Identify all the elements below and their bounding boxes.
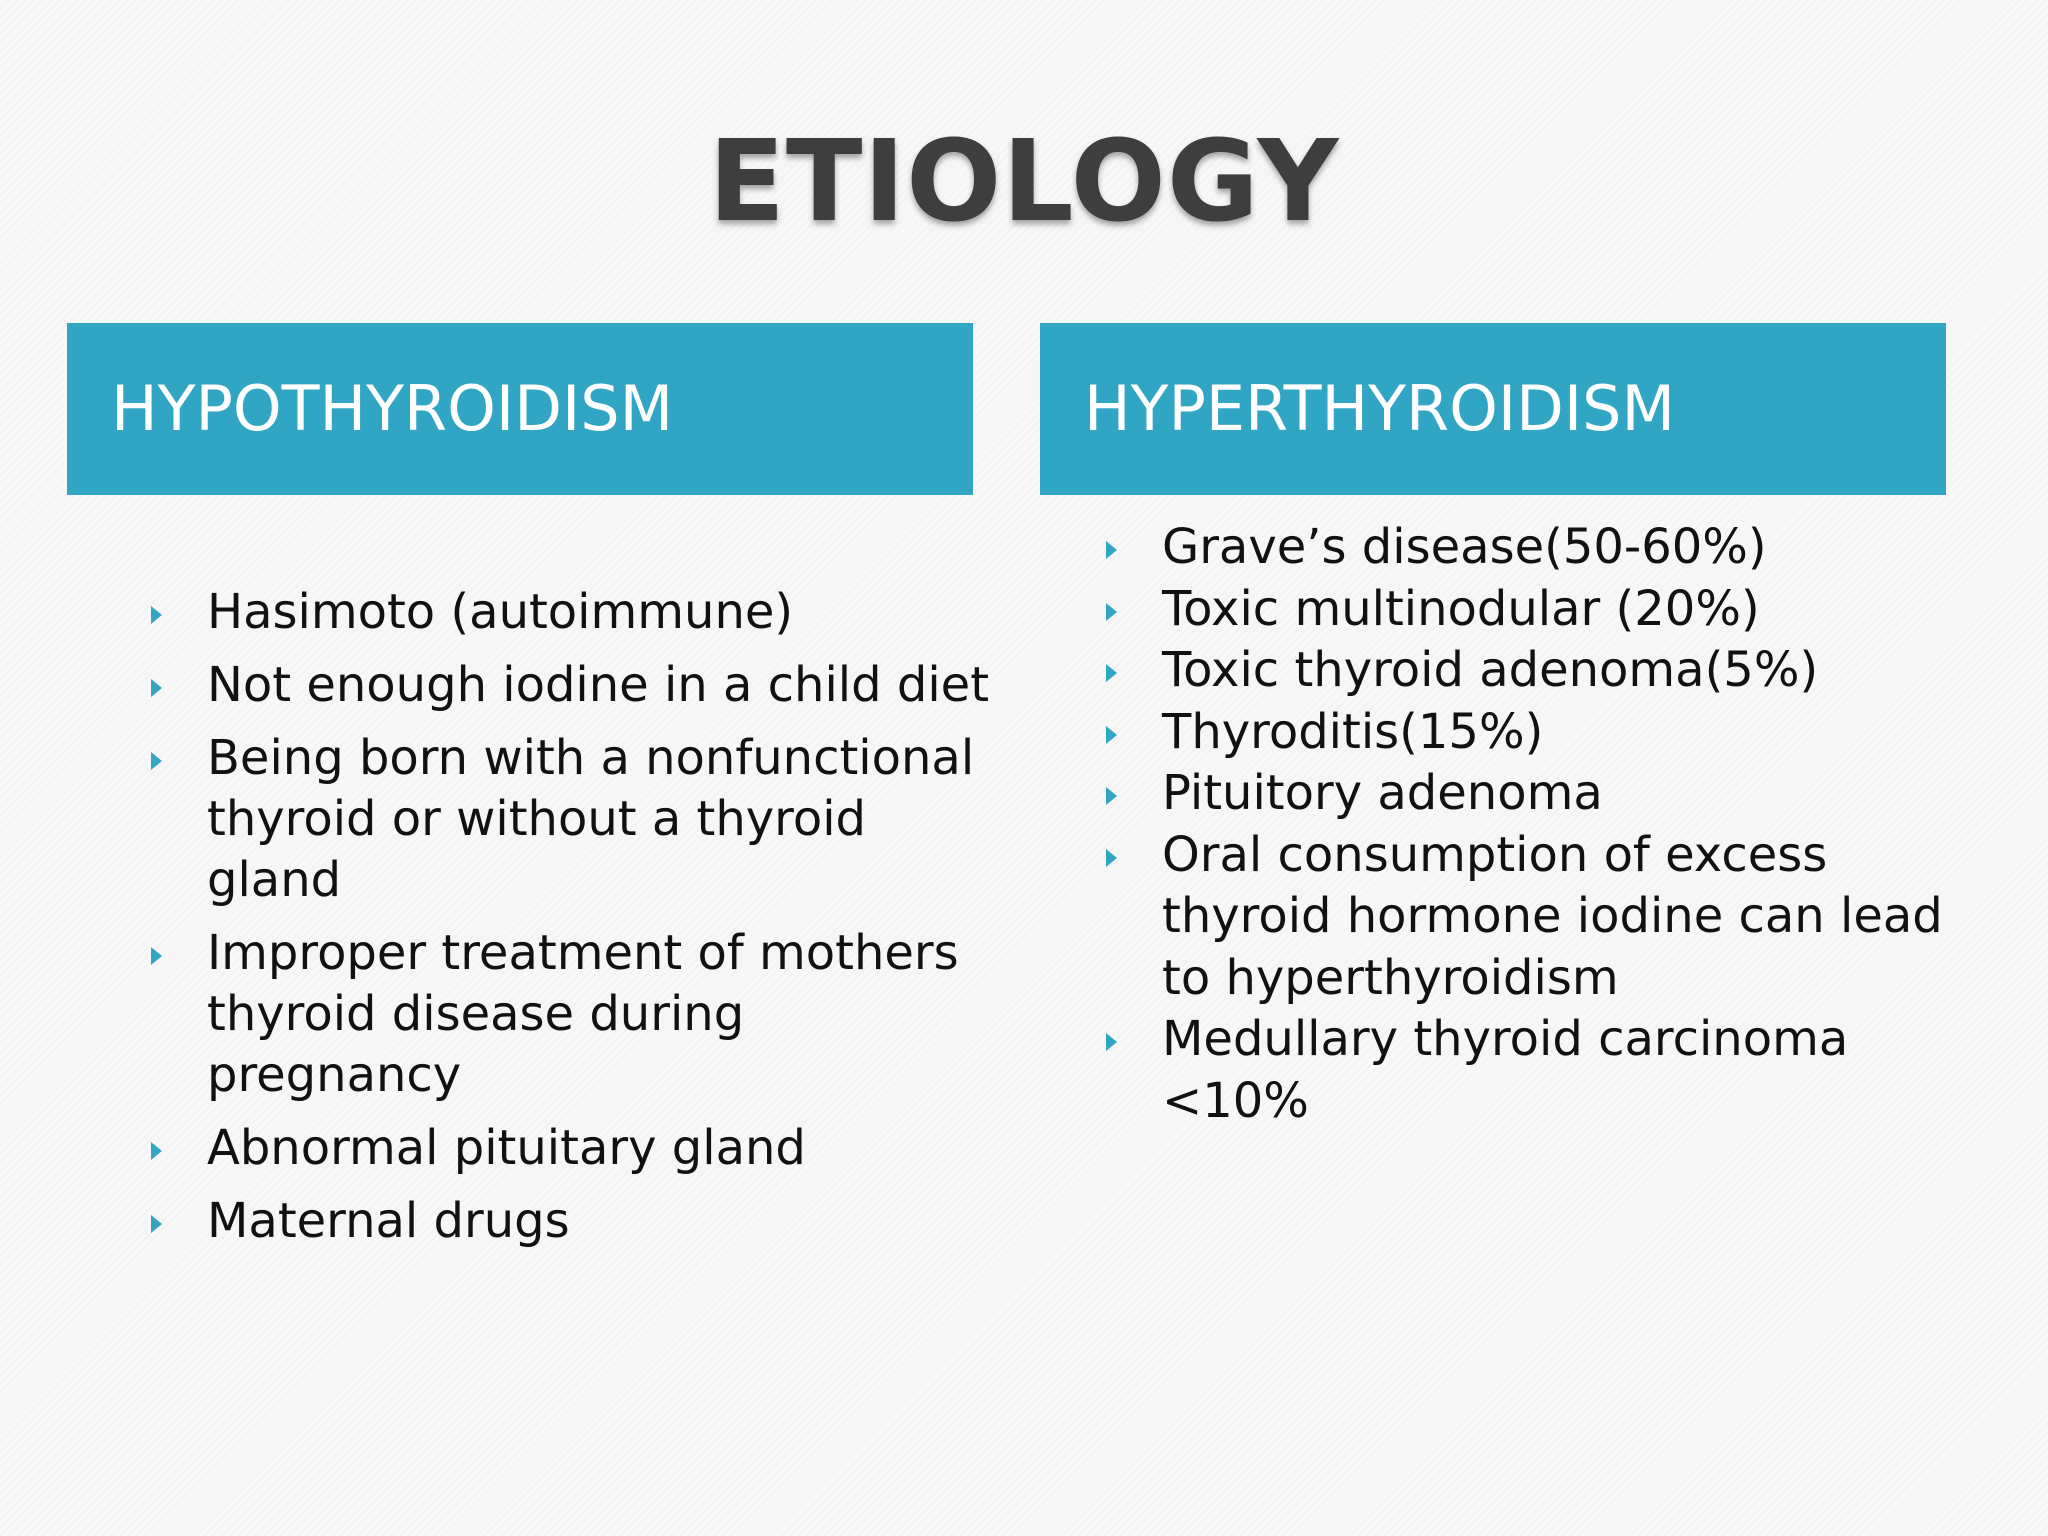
- list-item-text: Maternal drugs: [207, 1193, 570, 1249]
- triangle-right-icon: [1106, 787, 1117, 805]
- list-item-text: Toxic multinodular (20%): [1162, 580, 1760, 637]
- triangle-right-icon: [1106, 664, 1117, 682]
- triangle-right-icon: [151, 1215, 162, 1233]
- triangle-right-icon: [1106, 849, 1117, 867]
- list-item-text: Abnormal pituitary gland: [207, 1120, 806, 1176]
- hypothyroidism-header-label: HYPOTHYROIDISM: [111, 372, 674, 445]
- hypothyroidism-cause-list: [145, 582, 1005, 1264]
- slide-title: ETIOLOGY: [708, 117, 1340, 247]
- triangle-right-icon: [151, 606, 162, 624]
- hypothyroidism-header: [67, 323, 973, 495]
- list-item: [145, 582, 1005, 643]
- triangle-right-icon: [151, 1142, 162, 1160]
- list-item-text: Oral consumption of excess thyroid hormone iodine can lead to hyperthyroidism: [1162, 826, 1943, 1006]
- list-item-text: Hasimoto (autoimmune): [207, 584, 794, 640]
- list-item-text: Grave’s disease(50-60%): [1162, 519, 1767, 575]
- hyperthyroidism-header-label: HYPERTHYROIDISM: [1084, 372, 1676, 445]
- list-item-text: Thyroditis(15%): [1162, 703, 1544, 760]
- triangle-right-icon: [1106, 726, 1117, 744]
- triangle-right-icon: [151, 752, 162, 770]
- hyperthyroidism-header: [1040, 323, 1946, 495]
- triangle-right-icon: [1106, 603, 1117, 621]
- list-item: [145, 655, 1005, 716]
- list-item: [145, 923, 1005, 1106]
- list-item: [145, 728, 1005, 911]
- list-item-text: Improper treatment of mothers thyroid disease during pregnancy: [207, 925, 959, 1103]
- triangle-right-icon: [151, 947, 162, 965]
- triangle-right-icon: [151, 679, 162, 697]
- triangle-right-icon: [1106, 541, 1117, 559]
- triangle-right-icon: [1106, 1033, 1117, 1051]
- list-item-text: Not enough iodine in a child diet: [207, 657, 990, 713]
- list-item-text: Being born with a nonfunctional thyroid or without a thyroid gland: [207, 730, 975, 908]
- list-item: [1100, 702, 1980, 764]
- list-item: [1100, 579, 1980, 641]
- list-item: [145, 1191, 1005, 1252]
- list-item: [1100, 640, 1980, 702]
- list-item: [1100, 825, 1980, 1010]
- list-item-text: Medullary thyroid carcinoma <10%: [1162, 1011, 1849, 1129]
- list-item: [1100, 763, 1980, 825]
- list-item: [145, 1118, 1005, 1179]
- list-item-text: Toxic thyroid adenoma(5%): [1162, 642, 1819, 698]
- hyperthyroidism-cause-list: [1100, 517, 1980, 1132]
- list-item: [1100, 1009, 1980, 1132]
- list-item: [1100, 517, 1980, 579]
- list-item-text: Pituitory adenoma: [1162, 765, 1603, 821]
